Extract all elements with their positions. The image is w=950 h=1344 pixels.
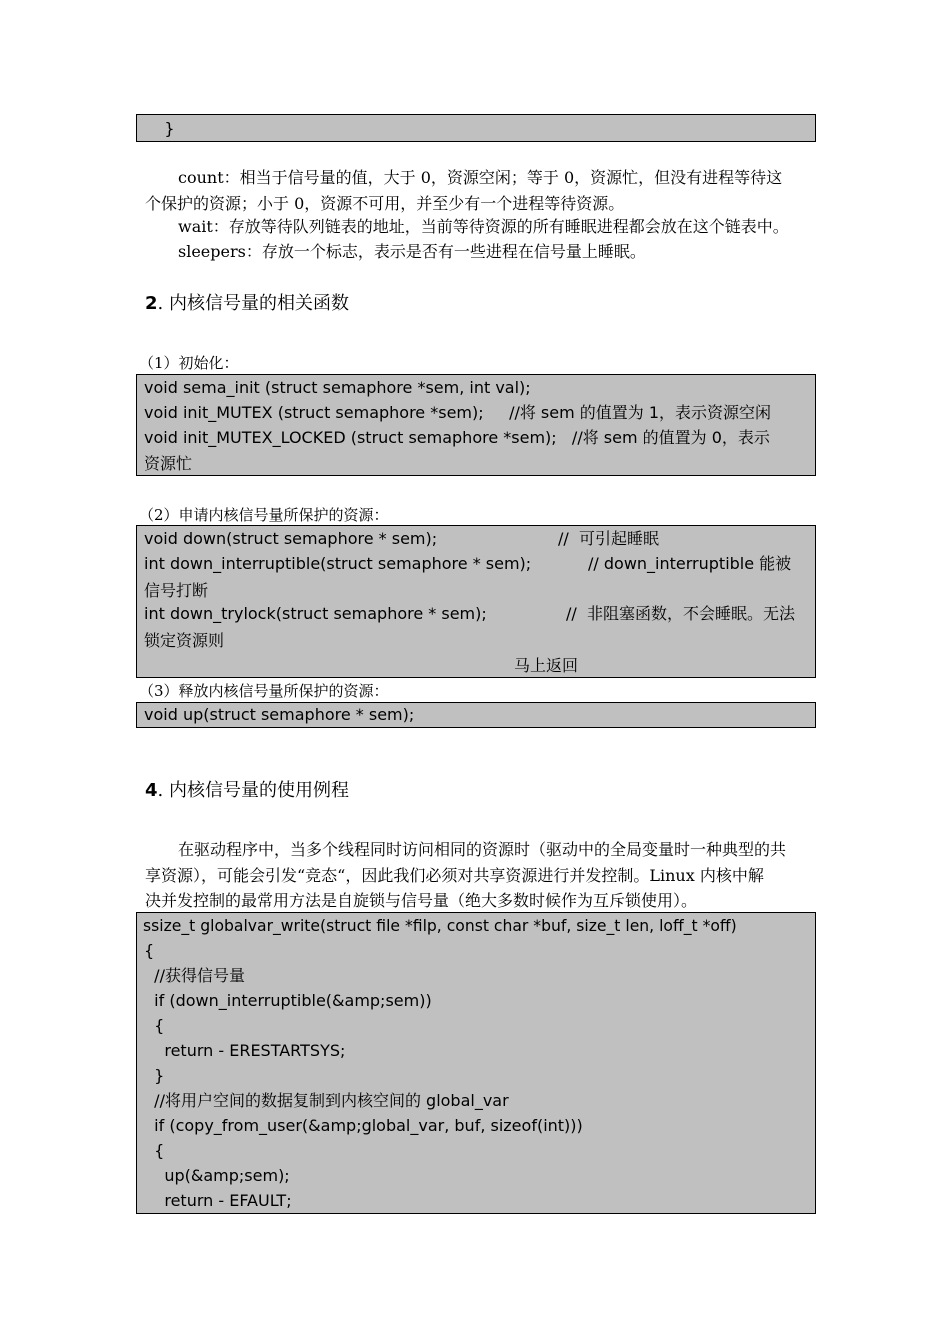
- section-number: 4: [145, 780, 158, 801]
- code-line: {: [144, 941, 155, 960]
- code-line: void init_MUTEX (struct semaphore *sem); //将 sem 的值置为 1，表示资源空闲: [144, 403, 772, 422]
- code-box-release: [136, 702, 816, 728]
- code-comment: // 可引起睡眠: [558, 529, 659, 548]
- code-line: ssize_t globalvar_write(struct file *filp, const char *buf, size_t len, loff_t *off): [143, 917, 737, 935]
- code-comment: // 非阻塞函数，不会睡眠。无法: [566, 604, 795, 623]
- code-line: if (down_interruptible(&amp;sem)): [144, 991, 432, 1010]
- code-line: //获得信号量: [144, 966, 245, 985]
- code-box-acquire: [136, 525, 816, 678]
- section-title: . 内核信号量的使用例程: [157, 780, 349, 801]
- code-line: return - EFAULT;: [144, 1191, 292, 1210]
- code-line: void init_MUTEX_LOCKED (struct semaphore *sem); //将 sem 的值置为 0，表示: [144, 428, 770, 447]
- code-line: 资源忙: [144, 454, 193, 473]
- paragraph-sleepers: sleepers：存放一个标志，表示是否有一些进程在信号量上睡眠。: [178, 242, 646, 261]
- code-line: {: [144, 1141, 165, 1160]
- paragraph-wait: wait：存放等待队列链表的地址，当前等待资源的所有睡眠进程都会放在这个链表中。: [178, 217, 789, 236]
- code-line: int down_trylock(struct semaphore * sem);: [144, 604, 487, 623]
- code-line: return - ERESTARTSYS;: [144, 1041, 346, 1060]
- code-line: //将用户空间的数据复制到内核空间的 global_var: [144, 1091, 509, 1110]
- label-release: （3）释放内核信号量所保护的资源：: [139, 682, 389, 700]
- code-box-example: [136, 912, 816, 1214]
- paragraph-count-line2: 个保护的资源；小于 0，资源不可用，并至少有一个进程等待资源。: [145, 194, 625, 213]
- code-line: 锁定资源则: [144, 631, 225, 650]
- section-heading-4: [145, 779, 349, 803]
- paragraph-intro-line3: 决并发控制的最常用方法是自旋锁与信号量（绝大多数时候作为互斥锁使用）。: [145, 891, 698, 910]
- code-comment: // down_interruptible 能被: [588, 554, 792, 573]
- code-line: {: [144, 1016, 165, 1035]
- paragraph-intro-line2: 享资源），可能会引发“竞态“，因此我们必须对共享资源进行并发控制。Linux 内核中解: [145, 866, 764, 885]
- label-acquire: （2）申请内核信号量所保护的资源：: [139, 506, 389, 524]
- code-line: void sema_init (struct semaphore *sem, int val);: [144, 378, 531, 397]
- code-line: }: [144, 119, 175, 138]
- code-line: int down_interruptible(struct semaphore * sem);: [144, 554, 532, 573]
- code-line: 马上返回: [514, 656, 579, 675]
- paragraph-intro-line1: 在驱动程序中，当多个线程同时访问相同的资源时（驱动中的全局变量时一种典型的共: [178, 840, 787, 859]
- code-line: void up(struct semaphore * sem);: [144, 705, 415, 724]
- code-line: }: [144, 1066, 165, 1085]
- section-number: 2: [145, 293, 158, 314]
- code-line: 信号打断: [144, 581, 209, 600]
- section-heading-2: [145, 292, 349, 316]
- label-init: （1）初始化：: [139, 354, 239, 372]
- code-line: void down(struct semaphore * sem);: [144, 529, 438, 548]
- code-box-top: [136, 114, 816, 142]
- code-box-init: [136, 374, 816, 476]
- paragraph-count-line1: count：相当于信号量的值，大于 0，资源空闲；等于 0，资源忙，但没有进程等待这: [178, 168, 783, 187]
- code-line: if (copy_from_user(&amp;global_var, buf, sizeof(int))): [144, 1116, 583, 1135]
- section-title: . 内核信号量的相关函数: [157, 293, 349, 314]
- code-line: up(&amp;sem);: [144, 1166, 290, 1185]
